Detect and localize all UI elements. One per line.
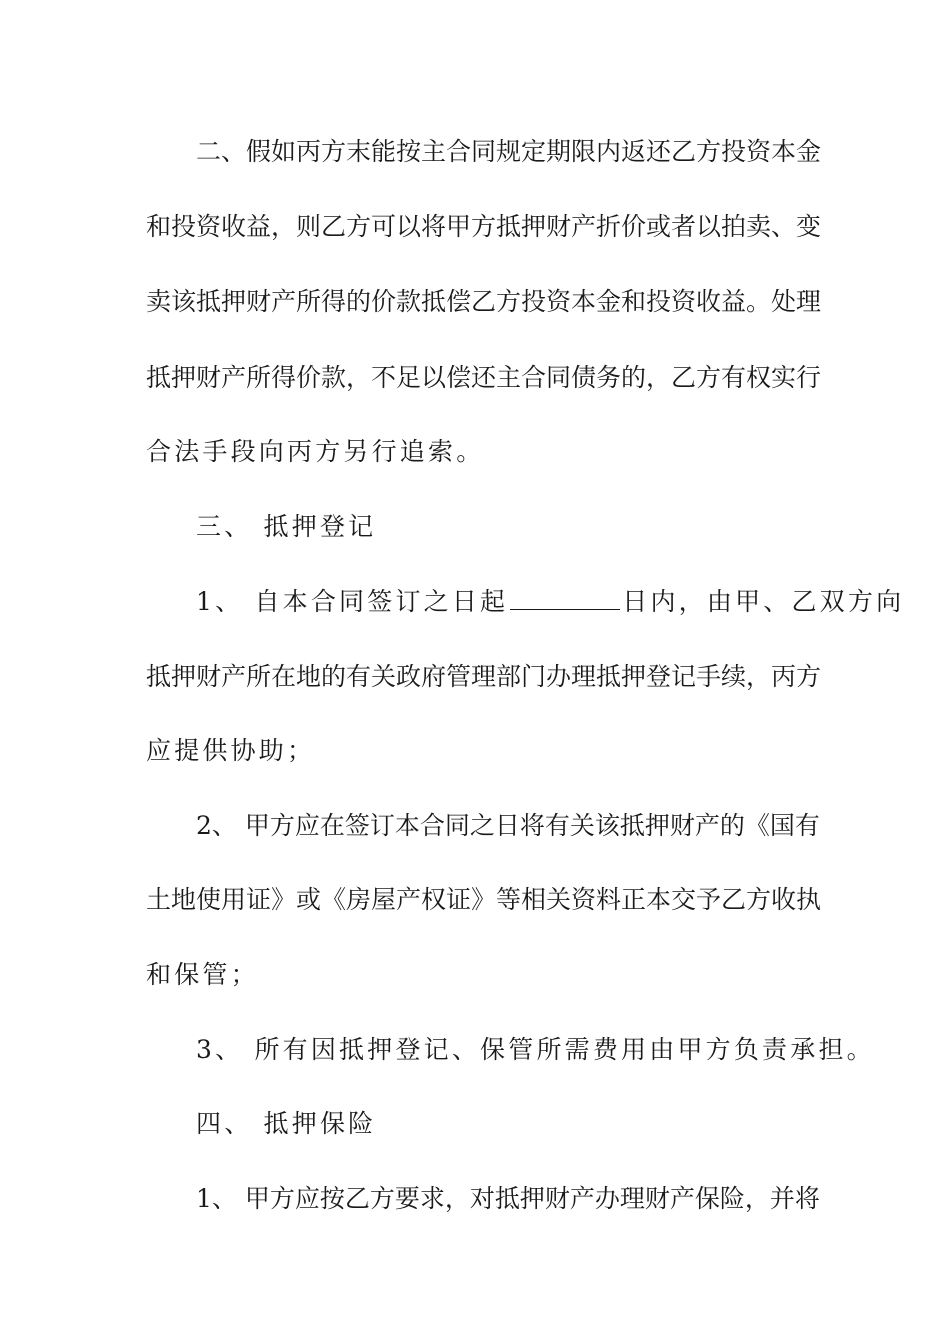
paragraph-2-line-2: 和投资收益，则乙方可以将甲方抵押财产折价或者以拍卖、变 <box>146 212 822 241</box>
section-4-heading: 四、 抵押保险 <box>196 1109 377 1138</box>
paragraph-2-line-5: 合法手段向丙方另行追索。 <box>146 437 485 466</box>
paragraph-2-line-1: 二、假如丙方末能按主合同规定期限内返还乙方投资本金 <box>196 137 822 166</box>
days-blank-field <box>510 583 620 610</box>
clause-3-3: 3、 所有因抵押登记、保管所需费用由甲方负责承担。 <box>196 1035 875 1064</box>
section-3-heading: 三、 抵押登记 <box>196 512 377 541</box>
paragraph-2-line-3: 卖该抵押财产所得的价款抵偿乙方投资本金和投资收益。处理 <box>146 287 822 316</box>
clause-3-2-line-1: 2、 甲方应在签订本合同之日将有关该抵押财产的《国有 <box>196 811 820 840</box>
clause-3-1-line-3: 应提供协助； <box>146 736 316 765</box>
clause-3-1-line-2: 抵押财产所在地的有关政府管理部门办理抵押登记手续，丙方 <box>146 662 822 691</box>
clause-3-1-text-end: 日内，由甲、乙双方向 <box>622 587 905 616</box>
clause-3-1-line-1 <box>196 582 905 622</box>
clause-3-2-line-2: 土地使用证》或《房屋产权证》等相关资料正本交予乙方收执 <box>146 885 822 914</box>
clause-3-2-line-3: 和保管； <box>146 960 259 989</box>
paragraph-2-line-4: 抵押财产所得价款，不足以偿还主合同债务的，乙方有权实行 <box>146 363 822 392</box>
clause-3-1-text-start: 1、 自本合同签订之日起 <box>196 587 509 616</box>
clause-4-1-line-1: 1、 甲方应按乙方要求，对抵押财产办理财产保险，并将 <box>196 1184 820 1213</box>
